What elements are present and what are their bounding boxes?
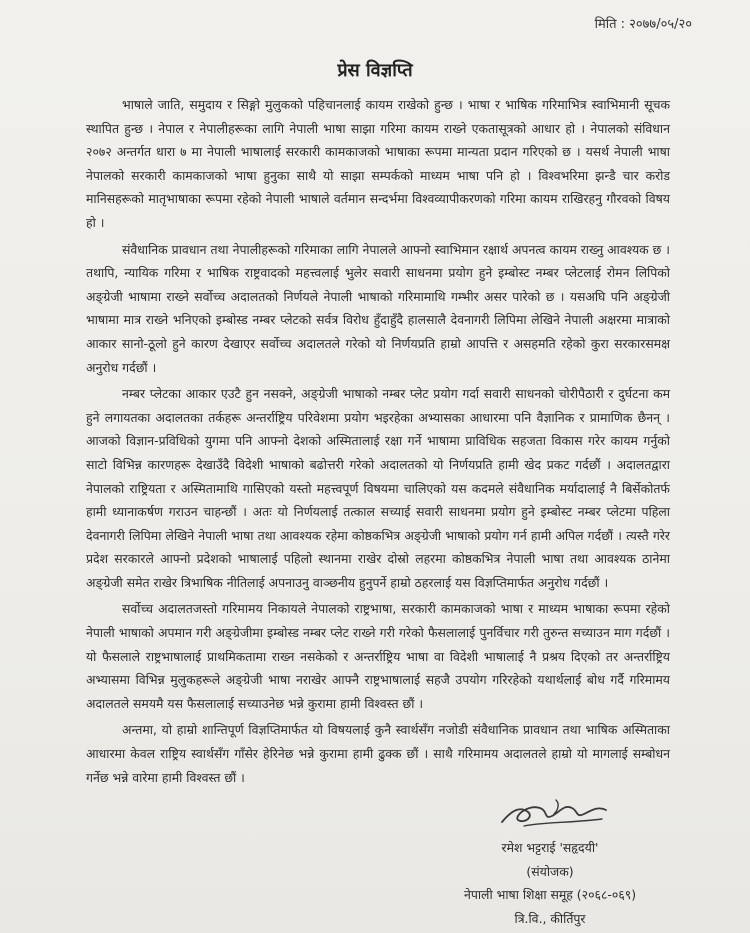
signatory-role: (संयोजक)	[526, 863, 574, 879]
paragraph-2: संवैधानिक प्रावधान तथा नेपालीहरूको गरिमाका लागि नेपालले आफ्नो स्वाभिमान रक्षार्थ अपनत्व कायम राख्नु आवश्यक छ । तथापि, न्यायिक गरिमा र भाषिक राष्ट्रवादको महत्त्वलाई भुलेर सवारी साधनमा प्रयोग हुने इम्बोस्ट नम्बर प्लेटलाई रोमन लिपिको अङ्ग्रेजी भाषामा राख्ने सर्वोच्च अदालतको निर्णयले नेपाली भाषाको गरिमामाथि गम्भीर असर पारेको छ । यसअघि पनि अङ्ग्रेजी भाषामा मात्र राख्ने भनिएको इम्बोस्ड नम्बर प्लेटको सर्वत्र विरोध हुँदाहुँदै हालसालै देवनागरी लिपिमा लेखिने नेपाली अक्षरमा मात्राको आकार सानो-ठूलो हुने कारण देखाएर सर्वोच्च अदालतले गरेको यो निर्णयप्रति हाम्रो आपत्ति र असहमति रहेको कुरा सरकारसमक्ष अनुरोध गर्दछौं ।	[86, 241, 670, 375]
paragraph-3: नम्बर प्लेटका आकार एउटै हुन नसक्ने, अङ्ग्रेजी भाषाको नम्बर प्लेट प्रयोग गर्दा सवारी साधनको चोरीपैठारी र दुर्घटना कम हुने लगायतका अदालतका तर्कहरू अन्तर्राष्ट्रिय परिवेशमा प्रयोग भइरहेका अभ्यासका आधारमा पनि वैज्ञानिक र प्रामाणिक छैनन् । आजको विज्ञान-प्रविधिको युगमा पनि आफ्नो देशको अस्मितालाई रक्षा गर्ने भाषामा प्राविधिक सहजता विकास गरेर कायम गर्नुको साटो विभिन्न कारणहरू देखाउँदै विदेशी भाषाको बढोत्तरी गरेको अदालतको यो निर्णयप्रति हामी खेद प्रकट गर्दछौं । अदालतद्वारा नेपालको राष्ट्रियता र अस्मितामाथि गासिएको यस्तो महत्त्वपूर्ण विषयमा चालिएको यस कदमले संवैधानिक मर्यादालाई नै बिर्सेकोतर्फ हामी ध्यानाकर्षण गराउन चाहन्छौं । अतः यो निर्णयलाई तत्काल सच्याई सवारी साधनमा प्रयोग हुने इम्बोस्ट नम्बर प्लेटमा पहिला देवनागरी लिपिमा लेखिने नेपाली भाषा तथा आवश्यक रहेमा कोष्ठकभित्र अङ्ग्रेजी भाषाको प्रयोग गर्न हामी अपिल गर्दछौं । त्यस्तै गरेर प्रदेश सरकारले आफ्नो प्रदेशको भाषालाई पहिलो स्थानमा राखेर दोस्रो लहरमा कोष्ठकभित्र नेपाली भाषा तथा आवश्यक ठानेमा अङ्ग्रेजी समेत राखेर त्रिभाषिक नीतिलाई अपनाउनु वाञ्छनीय हुनुपर्ने हाम्रो ठहरलाई यस विज्ञप्तिमार्फत अनुरोध गर्दछौं ।	[86, 386, 670, 590]
document-body	[86, 93, 670, 792]
paragraph-4: सर्वोच्च अदालतजस्तो गरिमामय निकायले नेपालको राष्ट्रभाषा, सरकारी कामकाजको भाषा र माध्यम भाषाका रूपमा रहेको नेपाली भाषाको अपमान गरी अङ्ग्रेजीमा इम्बोस्ड नम्बर प्लेट राख्ने गरी गरेको फैसलालाई पुनर्विचार गरी तुरुन्त सच्याउन माग गर्दछौं । यो फैसलाले राष्ट्रभाषालाई प्राथमिकतामा राख्न नसकेको र अन्तर्राष्ट्रिय भाषा वा विदेशी भाषालाई नै प्रश्रय दिएको तर अन्तर्राष्ट्रिय अभ्यासमा विभिन्न मुलुकहरूले अङ्ग्रेजी भाषा नराखेर आफ्नै राष्ट्रभाषालाई सहजै उपयोग गरिरहेको यथार्थलाई बोध गर्दै गरिमामय अदालतले समयमै यस फैसलालाई सच्याउनेछ भन्ने कुरामा हामी विश्वस्त छौं ।	[86, 601, 670, 711]
signatory-place: त्रि.वि., कीर्तिपुर	[514, 910, 586, 926]
handwritten-signature	[494, 792, 614, 832]
signatory-block	[420, 836, 680, 930]
document-title: प्रेस विज्ञप्ति	[337, 60, 413, 81]
date-line: मिति : २०७७/०५/२०	[594, 17, 692, 32]
paragraph-1: भाषाले जाति, समुदाय र सिङ्गो मुलुकको पहिचानलाई कायम राखेको हुन्छ । भाषा र भाषिक गरिमाभित्र स्वाभिमानी सूचक स्थापित हुन्छ । नेपाल र नेपालीहरूका लागि नेपाली भाषा साझा गरिमा कायम राख्ने एकतासूत्रको आधार हो । नेपालको संविधान २०७२ अन्तर्गत धारा ७ मा नेपाली भाषालाई सरकारी कामकाजको भाषाका रूपमा मान्यता प्रदान गरिएको छ । यसर्थ नेपाली भाषा नेपालको सरकारी कामकाजको भाषा हुनुका साथै यो साझा सम्पर्कको माध्यम भाषा पनि हो । विश्वभरिमा झन्डै चार करोड मानिसहरूको मातृभाषाका रूपमा रहेको नेपाली भाषाले वर्तमान सन्दर्भमा विश्वव्यापीकरणको गरिमा कायम राखिरहनु गौरवको विषय हो ।	[86, 97, 670, 230]
signatory-organization: नेपाली भाषा शिक्षा समूह (२०६८-०६९)	[463, 887, 637, 903]
signatory-name: रमेश भट्टराई 'सहृदयी'	[501, 840, 599, 855]
paragraph-5: अन्तमा, यो हाम्रो शान्तिपूर्ण विज्ञप्तिमार्फत यो विषयलाई कुनै स्वार्थसँग नजोडी संवैधानिक प्रावधान तथा भाषिक अस्मिताका आधारमा केवल राष्ट्रिय स्वार्थसँग गाँसेर हेरिनेछ भन्ने कुरामा हामी ढुक्क छौं । साथै गरिमामय अदालतले हाम्रो यो मागलाई सम्बोधन गर्नेछ भन्ने वारेमा हामी विश्वस्त छौं ।	[86, 722, 670, 785]
